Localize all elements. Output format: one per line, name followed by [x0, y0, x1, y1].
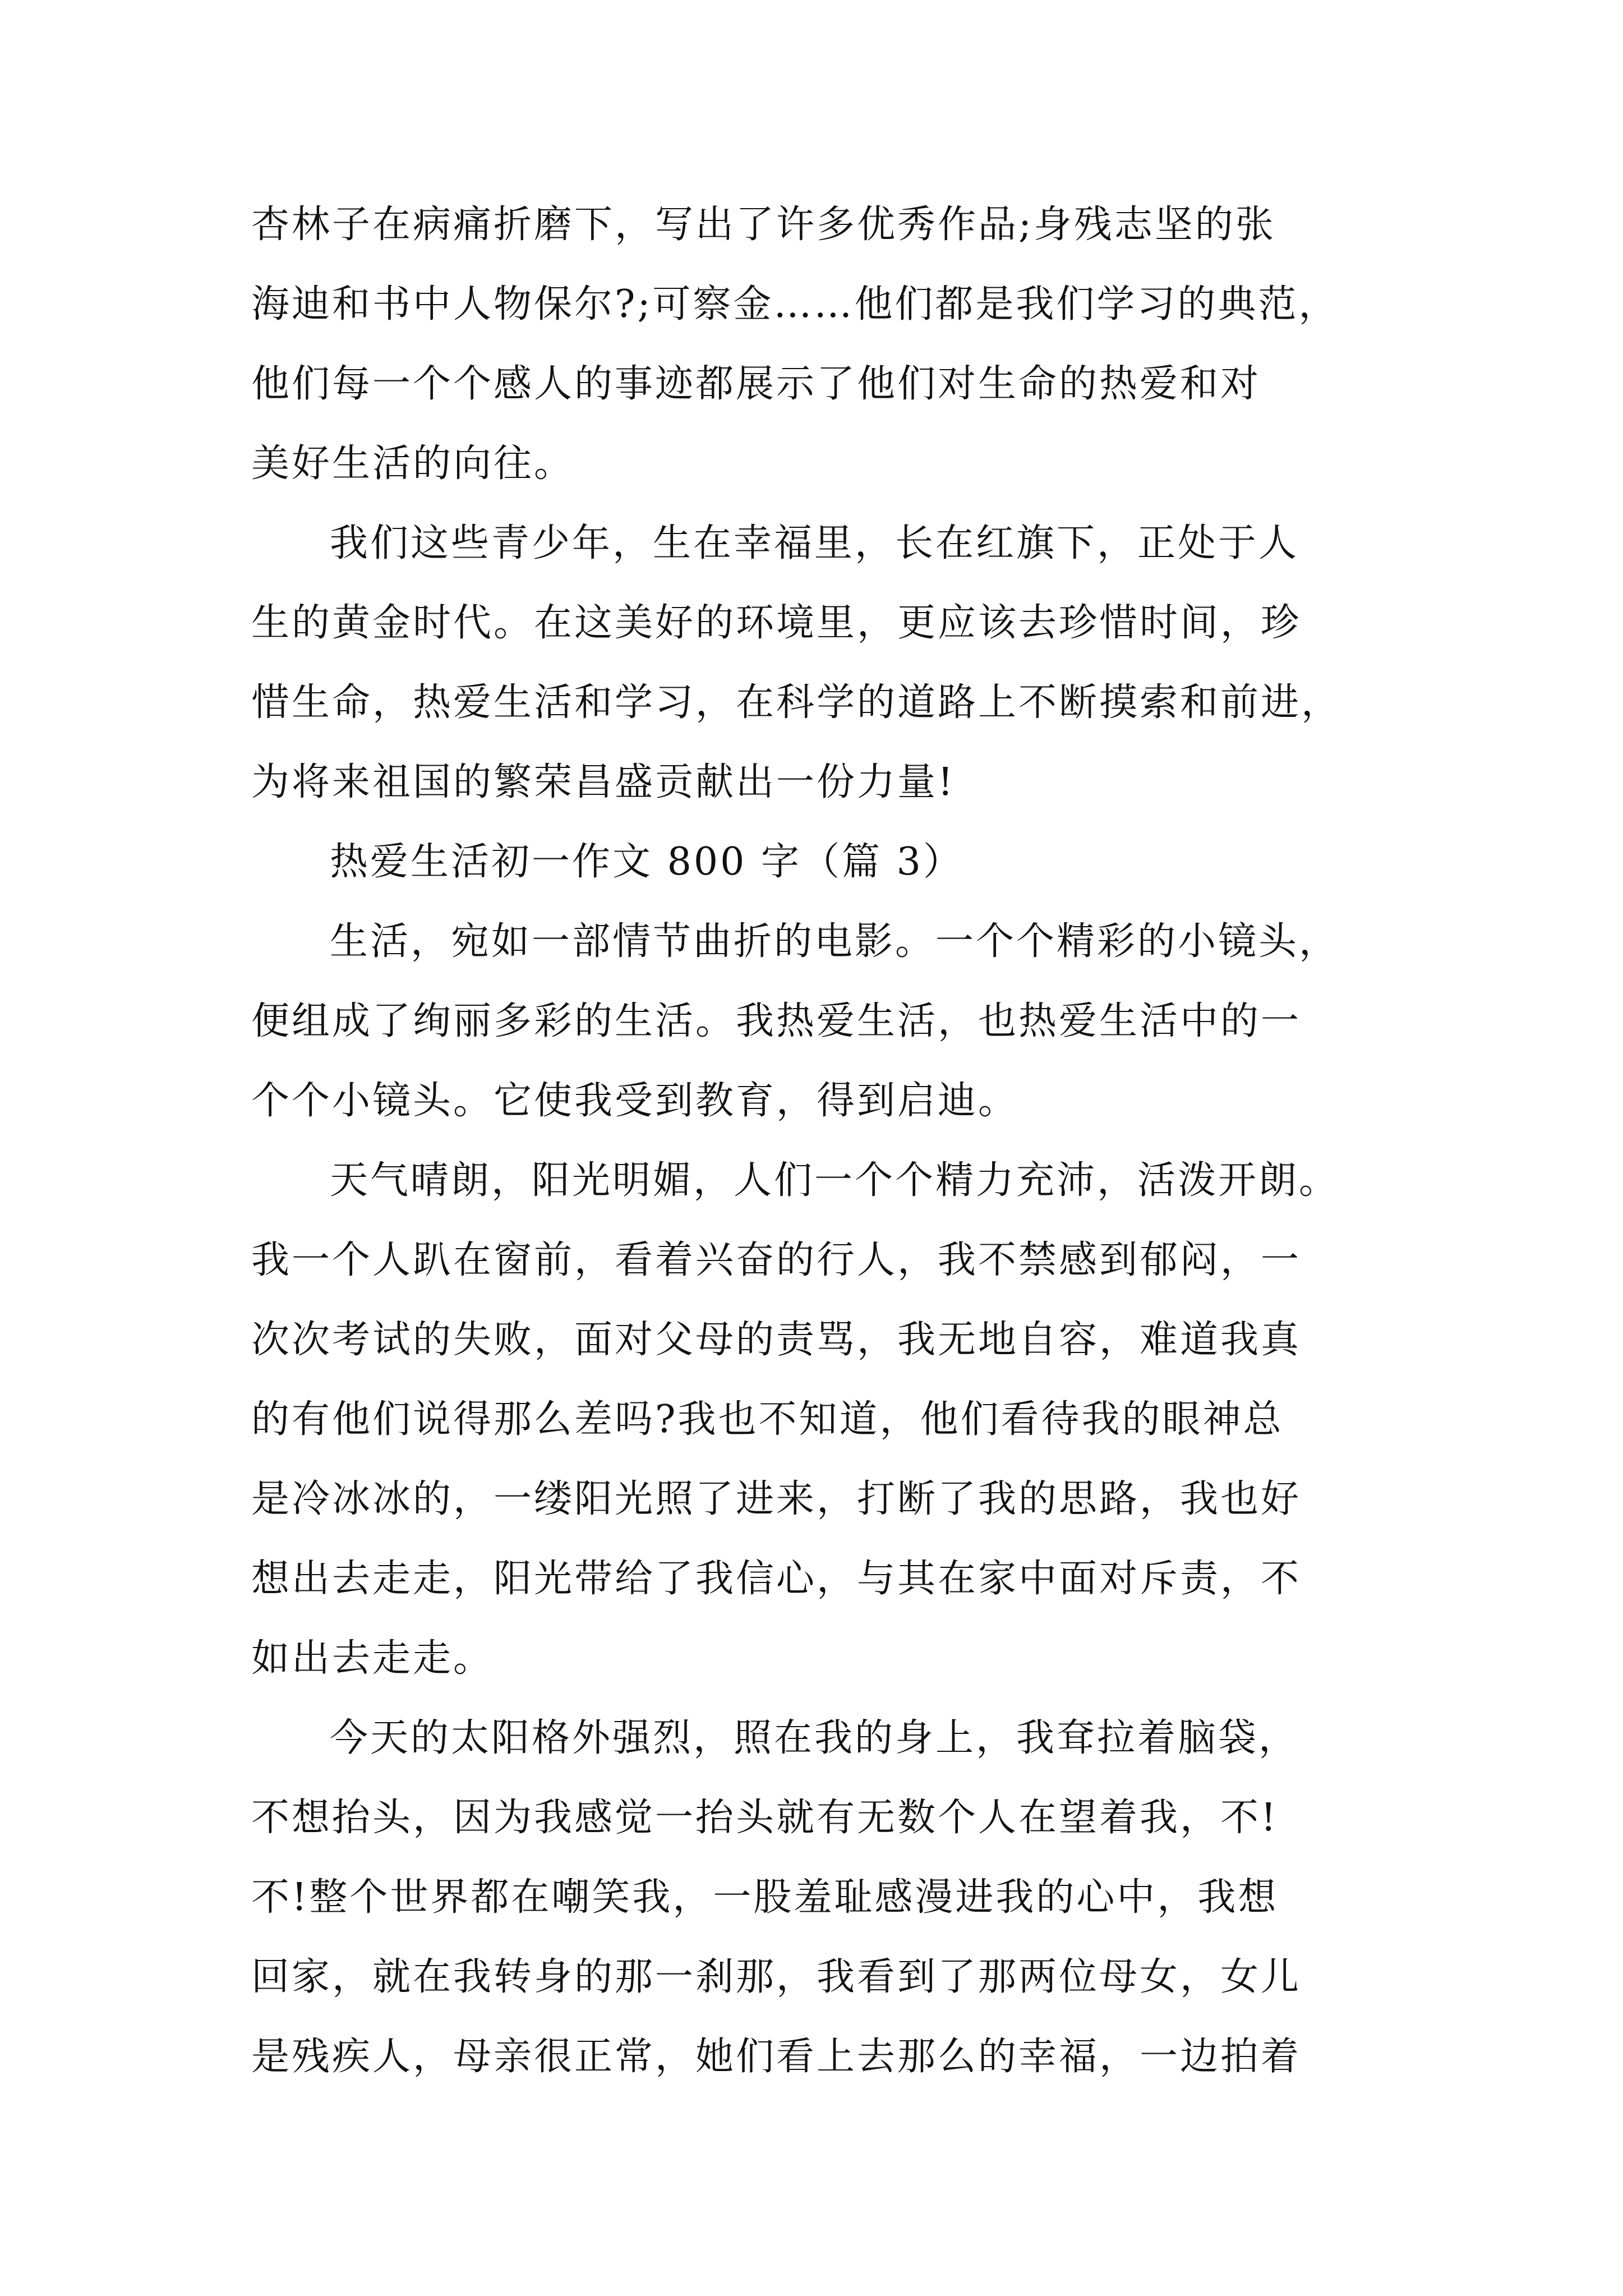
paragraph-2 [251, 504, 1429, 822]
text-line: 是残疾人，母亲很正常，她们看上去那么的幸福，一边拍着 [251, 2035, 1302, 2079]
document-body [251, 185, 1429, 2097]
text-line: 不想抬头，因为我感觉一抬头就有无数个人在望着我，不! [251, 1796, 1279, 1840]
text-line: 杏林子在病痛折磨下，写出了许多优秀作品;身残志坚的张 [251, 203, 1276, 247]
text-line: 生活，宛如一部情节曲折的电影。一个个精彩的小镜头， [330, 919, 1340, 964]
text-line: 今天的太阳格外强烈，照在我的身上，我耷拉着脑袋， [330, 1716, 1299, 1760]
text-line: 惜生命，热爱生活和学习，在科学的道路上不断摸索和前进， [251, 680, 1342, 725]
paragraph-3 [251, 902, 1429, 1141]
paragraph-5 [251, 1699, 1429, 2097]
paragraph-4 [251, 1141, 1429, 1699]
paragraph-1 [251, 185, 1429, 504]
text-line: 是冷冰冰的，一缕阳光照了进来，打断了我的思路，我也好 [251, 1477, 1302, 1521]
text-line: 如出去走走。 [251, 1636, 494, 1681]
text-line: 美好生活的向往。 [251, 441, 575, 486]
text-line: 个个小镜头。它使我受到教育，得到启迪。 [251, 1079, 1019, 1123]
text-line: 想出去走走，阳光带给了我信心，与其在家中面对斥责，不 [251, 1557, 1302, 1601]
text-line: 为将来祖国的繁荣昌盛贡献出一份力量! [251, 760, 956, 804]
text-line: 海迪和书中人物保尔?;可察金……他们都是我们学习的典范， [251, 282, 1339, 326]
text-line: 回家，就在我转身的那一刹那，我看到了那两位母女，女儿 [251, 1955, 1302, 1999]
text-line: 天气晴朗，阳光明媚，人们一个个精力充沛，活泼开朗。 [330, 1158, 1340, 1203]
text-line: 不!整个世界都在嘲笑我，一股羞耻感漫进我的心中，我想 [251, 1875, 1279, 1920]
text-line: 便组成了绚丽多彩的生活。我热爱生活，也热爱生活中的一 [251, 999, 1302, 1043]
text-line: 他们每一个个感人的事迹都展示了他们对生命的热爱和对 [251, 362, 1261, 406]
heading-line: 热爱生活初一作文 800 字（篇 3） [330, 840, 963, 884]
text-line: 我一个人趴在窗前，看着兴奋的行人，我不禁感到郁闷，一 [251, 1238, 1302, 1282]
text-line: 生的黄金时代。在这美好的环境里，更应该去珍惜时间，珍 [251, 601, 1302, 645]
text-line: 的有他们说得那么差吗?我也不知道，他们看待我的眼神总 [251, 1397, 1284, 1442]
section-heading [251, 822, 1429, 902]
text-line: 次次考试的失败，面对父母的责骂，我无地自容，难道我真 [251, 1318, 1302, 1362]
text-line: 我们这些青少年，生在幸福里，长在红旗下，正处于人 [330, 521, 1299, 565]
